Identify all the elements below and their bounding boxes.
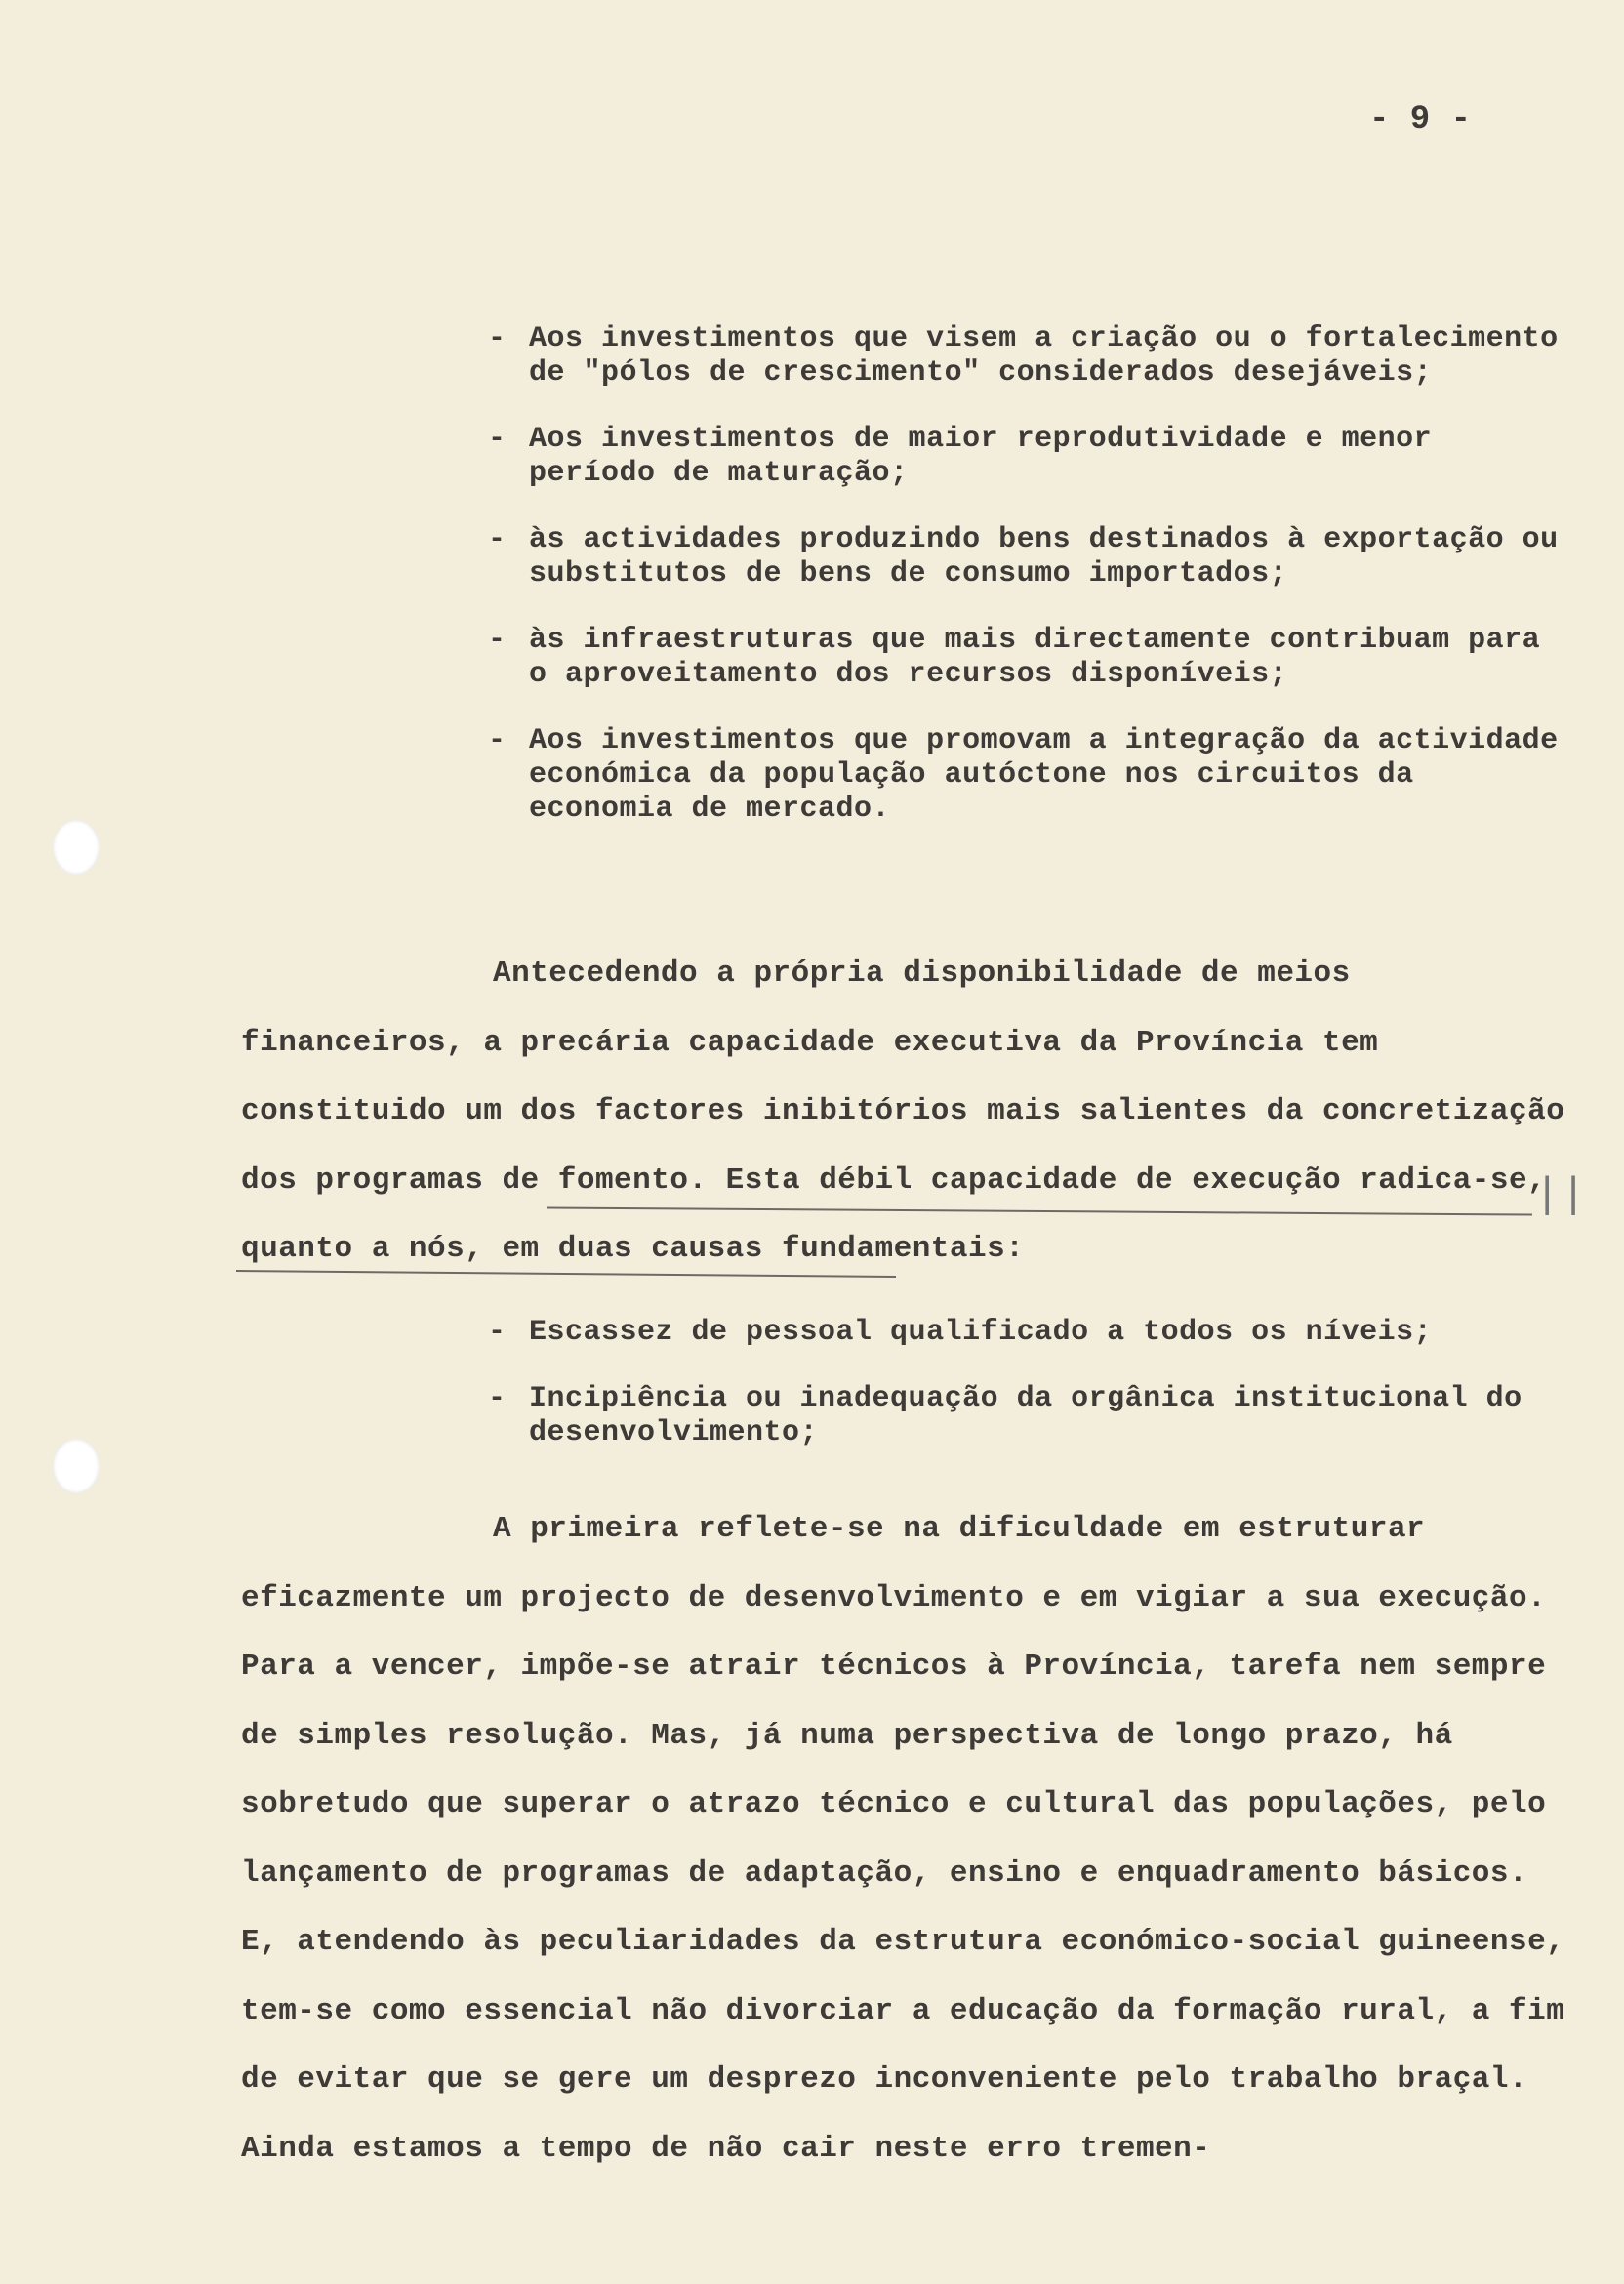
bullet-dash: - [488,624,507,657]
list-item-text: Aos investimentos que promovam a integração da actividade económica da população autóctone nos circuitos da economia de mercado. [529,724,1559,826]
bullet-dash: - [488,1316,507,1349]
list-item-text: Incipiência ou inadequação da orgânica institucional do desenvolvimento; [529,1382,1522,1449]
paragraph-capacity [241,940,1568,1285]
list-item [488,423,1562,491]
list-item-text: Escassez de pessoal qualificado a todos os níveis; [529,1316,1433,1349]
paragraph-first-cause [241,1495,1568,2183]
page-number: - 9 - [1369,102,1472,139]
list-item [488,724,1562,827]
list-item-text: às infraestruturas que mais directamente contribuam para o aproveitamento dos recursos disponíveis; [529,624,1541,691]
punch-hole-top [53,820,100,875]
bullet-dash: - [488,423,507,456]
list-item [488,1382,1562,1450]
bullet-dash: - [488,724,507,757]
bullet-dash: - [488,1382,507,1415]
list-item [488,322,1562,390]
bullet-dash: - [488,523,507,556]
causes-list [488,1316,1562,1483]
paragraph-text: Antecedendo a própria disponibilidade de meios financeiros, a precária capacidade executiva da Província tem constituido um dos factores inibitórios mais salientes da concretização dos programas de fomento. Esta débil capacidade de execução radica-se, quanto a nós, em duas causas fundamentais: [241,957,1565,1266]
list-item-text: Aos investimentos que visem a criação ou o fortalecimento de "pólos de crescimento" considerados desejáveis; [529,322,1559,389]
list-item [488,1316,1562,1350]
punch-hole-bottom [53,1439,100,1493]
bullet-dash: - [488,322,507,355]
list-item-text: às actividades produzindo bens destinados à exportação ou substitutos de bens de consumo importados; [529,523,1559,591]
paragraph-text: A primeira reflete-se na dificuldade em estruturar eficazmente um projecto de desenvolvimento e em vigiar a sua execução. Para a vencer, impõe-se atrair técnicos à Província, tarefa nem sempre de simples resolução. Mas, já numa perspectiva de longo prazo, há sobretudo que superar o atrazo técnico e cultural das populações, pelo lançamento de programas de adaptação, ensino e enquadramento básicos. E, atendendo às peculiaridades da estrutura económico-social guineense, tem-se como essencial não divorciar a educação da formação rural, a fim de evitar que se gere um desprezo inconveniente pelo trabalho braçal. Ainda estamos a tempo de não cair neste erro tremen- [241,1512,1565,2166]
list-item [488,523,1562,591]
criteria-list [488,322,1562,859]
list-item [488,624,1562,692]
list-item-text: Aos investimentos de maior reprodutividade e menor período de maturação; [529,423,1433,490]
margin-mark: || [1534,1171,1587,1220]
